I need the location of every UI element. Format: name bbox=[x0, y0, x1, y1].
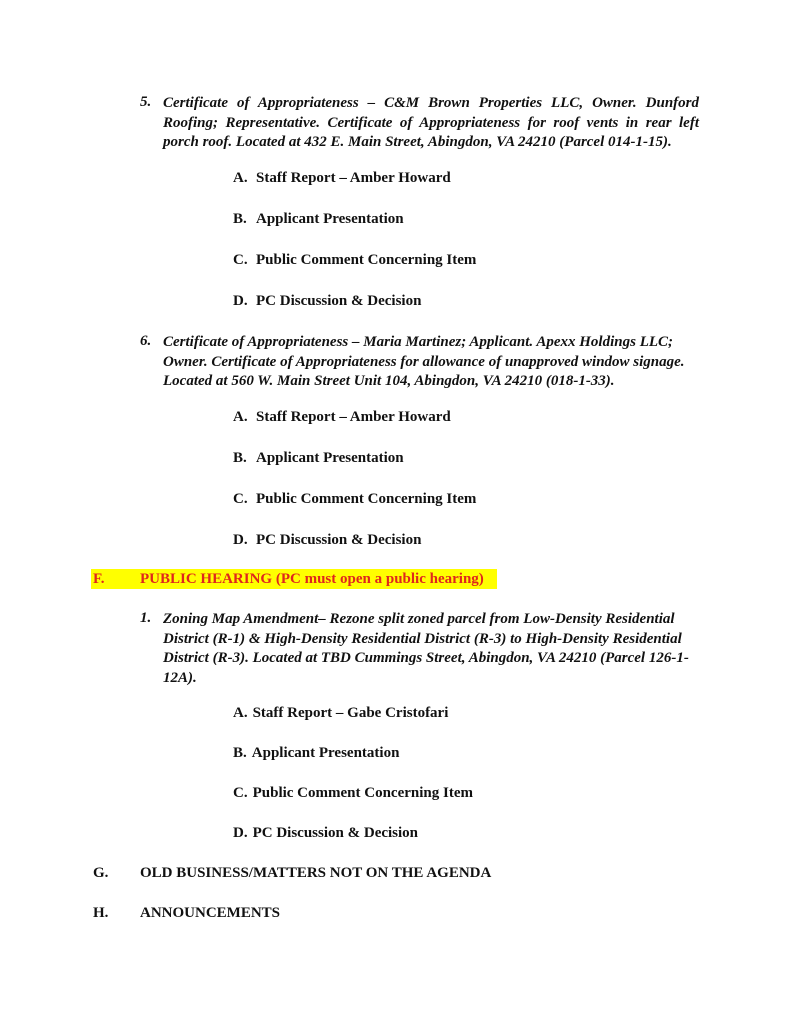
subitem-text: PC Discussion & Decision bbox=[256, 532, 422, 548]
subitem-text: Applicant Presentation bbox=[256, 211, 404, 227]
subitem-text: PC Discussion & Decision bbox=[252, 825, 419, 841]
subitem-letter: A. bbox=[233, 409, 248, 425]
item-6-subitem-d bbox=[233, 532, 421, 549]
item-5-description: Certificate of Appropriateness – C&M Brown Properties LLC, Owner. Dunford Roofing; Representative. Certificate of Appropriateness for roof vents in rear left porch roof. Located at 432 E. Main Street, Abingdon, VA 24210 (Parcel 014-1-15). bbox=[163, 95, 699, 150]
hearing-subitem-a bbox=[233, 705, 448, 722]
subitem-letter: C. bbox=[233, 252, 248, 268]
subitem-letter: B. bbox=[233, 745, 247, 761]
item-6-subitem-b bbox=[233, 450, 404, 467]
hearing-subitem-b bbox=[233, 745, 399, 762]
item-6-subitem-c bbox=[233, 491, 476, 508]
subitem-text: Public Comment Concerning Item bbox=[256, 252, 477, 268]
subitem-letter: D. bbox=[233, 532, 248, 548]
section-g-letter: G. bbox=[93, 865, 109, 881]
subitem-text: Public Comment Concerning Item bbox=[256, 491, 477, 507]
hearing-subitem-c bbox=[233, 785, 473, 802]
section-f-title: PUBLIC HEARING (PC must open a public hearing) bbox=[140, 571, 484, 587]
hearing-item-1-number: 1. bbox=[140, 610, 152, 626]
section-g-title: OLD BUSINESS/MATTERS NOT ON THE AGENDA bbox=[140, 865, 492, 881]
subitem-text: Staff Report – Gabe Cristofari bbox=[252, 705, 449, 721]
item-6-subitem-a bbox=[233, 409, 451, 426]
section-f-letter: F. bbox=[93, 571, 105, 587]
subitem-text: Public Comment Concerning Item bbox=[252, 785, 473, 801]
subitem-text: Applicant Presentation bbox=[251, 745, 400, 761]
item-5-subitem-a bbox=[233, 170, 451, 187]
item-5-subitem-b bbox=[233, 211, 404, 228]
hearing-item-1-description: Zoning Map Amendment– Rezone split zoned parcel from Low-Density Residential District (R-1) & High-Density Residential District (R-3) to High-Density Residential District (R-3). Located at TBD Cummings Street, Abingdon, VA 24210 (Parcel 126-1-12A). bbox=[163, 611, 689, 686]
subitem-text: Staff Report – Amber Howard bbox=[256, 409, 451, 425]
subitem-letter: D. bbox=[233, 293, 248, 309]
item-6-number: 6. bbox=[140, 333, 152, 349]
subitem-letter: B. bbox=[233, 211, 247, 227]
item-5-subitem-d bbox=[233, 293, 421, 310]
subitem-letter: A. bbox=[233, 705, 248, 721]
subitem-text: Staff Report – Amber Howard bbox=[256, 170, 451, 186]
subitem-text: PC Discussion & Decision bbox=[256, 293, 422, 309]
section-h-letter: H. bbox=[93, 905, 109, 921]
item-6-description: Certificate of Appropriateness – Maria Martinez; Applicant. Apexx Holdings LLC; Owner. Certificate of Appropriateness for allowance of unapproved window signage. Located at 560 W. Main Street Unit 104, Abingdon, VA 24210 (018-1-33). bbox=[163, 334, 685, 389]
item-5-subitem-c bbox=[233, 252, 476, 269]
section-h-title: ANNOUNCEMENTS bbox=[140, 905, 281, 921]
item-5-number: 5. bbox=[140, 94, 152, 110]
subitem-letter: B. bbox=[233, 450, 247, 466]
subitem-letter: C. bbox=[233, 491, 248, 507]
subitem-letter: C. bbox=[233, 785, 248, 801]
hearing-subitem-d bbox=[233, 825, 418, 842]
subitem-text: Applicant Presentation bbox=[256, 450, 404, 466]
subitem-letter: A. bbox=[233, 170, 248, 186]
subitem-letter: D. bbox=[233, 825, 248, 841]
